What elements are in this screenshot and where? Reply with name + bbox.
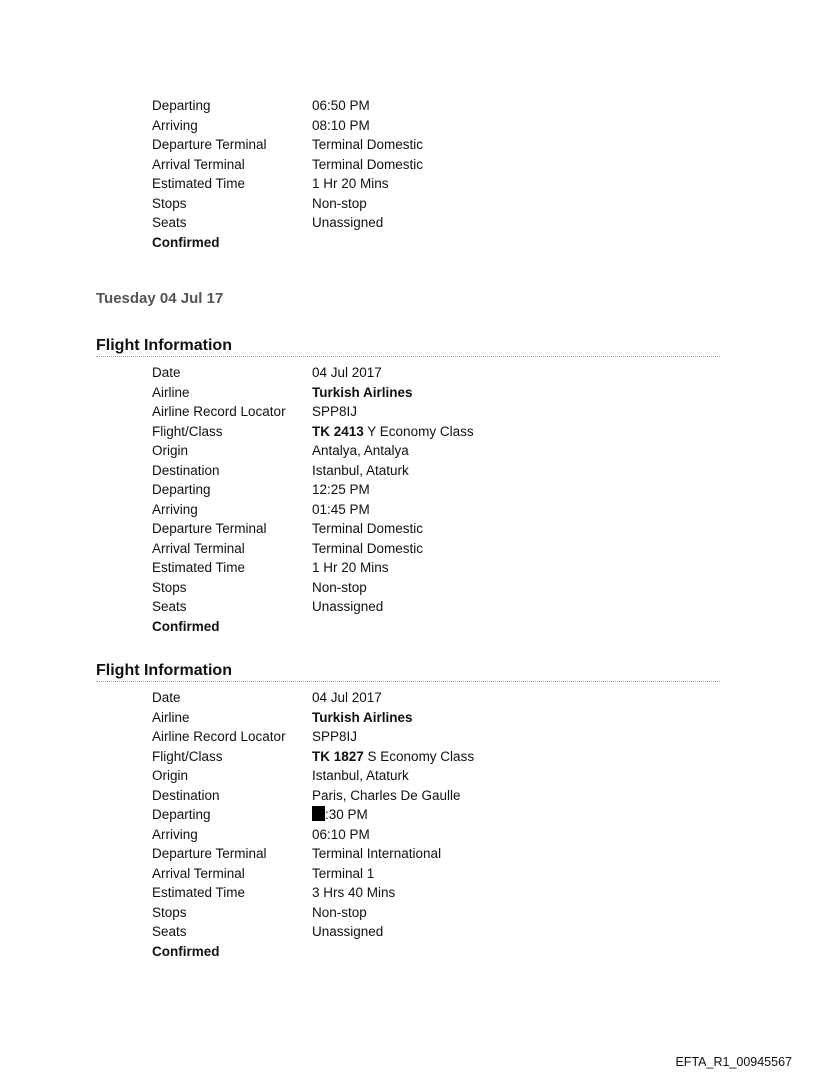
detail-row (152, 383, 474, 403)
detail-row (152, 363, 474, 383)
detail-row (152, 844, 474, 864)
destination: Istanbul, Ataturk (312, 462, 409, 478)
detail-label: Airline (152, 384, 190, 400)
cabin-class: Y Economy Class (363, 423, 474, 439)
detail-row (152, 922, 474, 942)
status-row (152, 233, 423, 253)
detail-label: Departing (152, 482, 211, 497)
detail-label: Arriving (152, 826, 198, 842)
departing-time-visible: :30 PM (325, 807, 368, 822)
detail-row (152, 402, 474, 422)
detail-label: Destination (152, 462, 220, 478)
departure-terminal: Terminal Domestic (312, 521, 424, 536)
detail-label: Stops (152, 195, 187, 211)
record-locator: SPP8IJ (312, 729, 358, 744)
detail-row (152, 708, 474, 728)
detail-row (152, 805, 474, 825)
detail-label: Arrival Terminal (152, 865, 245, 881)
previous-flight-details (152, 96, 423, 252)
document-id: EFTA_R1_00945567 (675, 1055, 792, 1069)
day-heading: Tuesday 04 Jul 17 (96, 290, 224, 307)
flight-number: TK 1827 (312, 748, 364, 764)
detail-row (152, 135, 423, 155)
booking-status: Confirmed (152, 943, 220, 959)
detail-label: Departure Terminal (152, 521, 267, 536)
detail-label: Seats (152, 599, 187, 614)
flight-number: TK 2413 (312, 423, 364, 439)
detail-row (152, 578, 474, 598)
detail-label: Departing (152, 98, 211, 113)
estimated-time: 3 Hrs 40 Mins (312, 885, 396, 900)
detail-label: Airline (152, 709, 190, 725)
flight-details-1 (152, 363, 474, 636)
detail-label: Date (152, 690, 181, 705)
detail-label: Airline Record Locator (152, 404, 286, 419)
detail-row (152, 766, 474, 786)
destination: Paris, Charles De Gaulle (312, 787, 461, 803)
cabin-class: S Economy Class (363, 748, 475, 764)
airline-name: Turkish Airlines (312, 384, 413, 400)
flight-information-heading: Flight Information (96, 661, 720, 682)
detail-label: Date (152, 365, 181, 380)
detail-label: Seats (152, 215, 187, 230)
detail-label: Departing (152, 807, 211, 822)
flight-date: 04 Jul 2017 (312, 690, 382, 705)
detail-label: Arrival Terminal (152, 156, 245, 172)
detail-row (152, 727, 474, 747)
detail-row (152, 461, 474, 481)
booking-status: Confirmed (152, 234, 220, 250)
detail-value: 08:10 PM (312, 117, 370, 133)
departure-terminal: Terminal International (312, 846, 442, 861)
origin: Istanbul, Ataturk (312, 768, 409, 783)
flight-date: 04 Jul 2017 (312, 365, 382, 380)
detail-row (152, 688, 474, 708)
airline-name: Turkish Airlines (312, 709, 413, 725)
detail-label: Arriving (152, 117, 198, 133)
detail-value: 1 Hr 20 Mins (312, 176, 389, 191)
detail-row (152, 213, 423, 233)
redaction-block (312, 806, 325, 821)
stops: Non-stop (312, 579, 367, 595)
status-row (152, 617, 474, 637)
seats: Unassigned (312, 924, 384, 939)
detail-label: Estimated Time (152, 176, 246, 191)
detail-label: Origin (152, 768, 189, 783)
detail-label: Destination (152, 787, 220, 803)
detail-row (152, 174, 423, 194)
arrival-terminal: Terminal 1 (312, 865, 375, 881)
detail-label: Estimated Time (152, 560, 246, 575)
flight-information-heading: Flight Information (96, 336, 720, 357)
detail-row (152, 597, 474, 617)
detail-row (152, 480, 474, 500)
detail-label: Origin (152, 443, 189, 458)
estimated-time: 1 Hr 20 Mins (312, 560, 389, 575)
flight-class (312, 747, 474, 767)
seats: Unassigned (312, 599, 384, 614)
detail-row (152, 864, 474, 884)
detail-row (152, 422, 474, 442)
detail-label: Departure Terminal (152, 846, 267, 861)
detail-row (152, 558, 474, 578)
arriving-time: 06:10 PM (312, 826, 370, 842)
detail-row (152, 786, 474, 806)
detail-value: Terminal Domestic (312, 137, 424, 152)
detail-row (152, 883, 474, 903)
stops: Non-stop (312, 904, 367, 920)
detail-value: 06:50 PM (312, 98, 370, 113)
detail-value: Terminal Domestic (312, 156, 424, 172)
arrival-terminal: Terminal Domestic (312, 540, 424, 556)
status-row (152, 942, 474, 962)
detail-label: Estimated Time (152, 885, 246, 900)
detail-row (152, 903, 474, 923)
departing-time (312, 805, 368, 825)
detail-label: Stops (152, 579, 187, 595)
detail-row (152, 194, 423, 214)
arriving-time: 01:45 PM (312, 501, 370, 517)
detail-row (152, 500, 474, 520)
flight-class (312, 422, 474, 442)
detail-row (152, 155, 423, 175)
booking-status: Confirmed (152, 618, 220, 634)
detail-label: Airline Record Locator (152, 729, 286, 744)
origin: Antalya, Antalya (312, 443, 409, 458)
detail-label: Departure Terminal (152, 137, 267, 152)
flight-details-2 (152, 688, 474, 961)
detail-label: Stops (152, 904, 187, 920)
detail-label: Arriving (152, 501, 198, 517)
detail-row (152, 441, 474, 461)
detail-row (152, 539, 474, 559)
detail-label: Flight/Class (152, 748, 223, 764)
detail-row (152, 116, 423, 136)
detail-label: Seats (152, 924, 187, 939)
detail-label: Flight/Class (152, 423, 223, 439)
detail-row (152, 825, 474, 845)
record-locator: SPP8IJ (312, 404, 358, 419)
detail-value: Non-stop (312, 195, 367, 211)
detail-row (152, 96, 423, 116)
detail-label: Arrival Terminal (152, 540, 245, 556)
departing-time: 12:25 PM (312, 482, 370, 497)
detail-value: Unassigned (312, 215, 384, 230)
detail-row (152, 747, 474, 767)
detail-row (152, 519, 474, 539)
